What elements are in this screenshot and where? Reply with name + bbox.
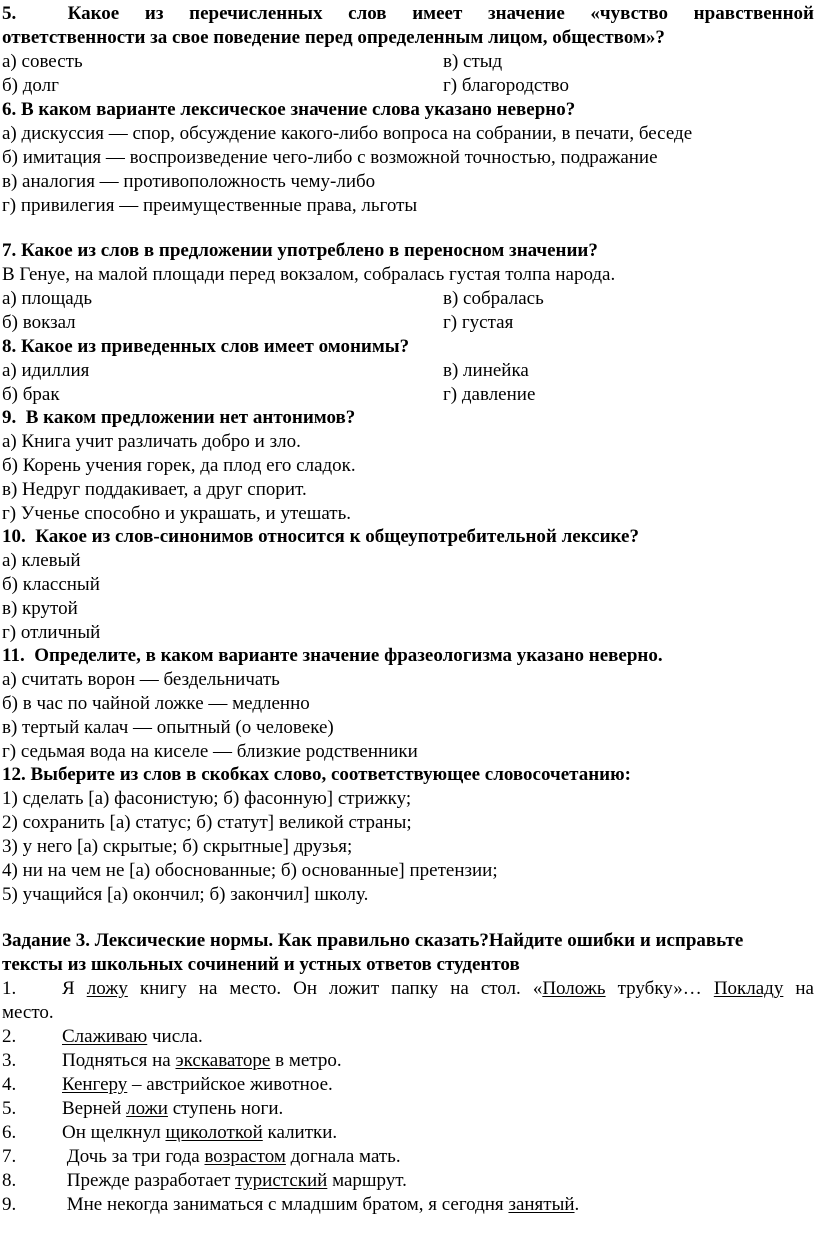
- q8-option-a: а) идиллия: [2, 360, 90, 381]
- q11-option-g: г) седьмая вода на киселе — близкие родственники: [2, 741, 418, 762]
- task3-item-3: 3. Подняться на экскаваторе в метро.: [2, 1050, 342, 1071]
- task3-item-9: 9. Мне некогда заниматься с младшим братом, я сегодня занятый.: [2, 1194, 580, 1215]
- q12-item-1: 1) сделать [а) фасонистую; б) фасонную] стрижку;: [2, 788, 412, 809]
- error-word: возрастом: [204, 1146, 286, 1167]
- q10-option-g: г) отличный: [2, 622, 101, 643]
- q5-title-line2: ответственности за свое поведение перед определенным лицом, обществом»?: [2, 27, 665, 48]
- q7-option-b: б) вокзал: [2, 312, 76, 333]
- task3-item-4: 4. Кенгеру – австрийское животное.: [2, 1074, 333, 1095]
- q7-option-v: в) собралась: [443, 288, 544, 309]
- q5-option-g: г) благородство: [443, 75, 569, 96]
- error-word: Слаживаю: [62, 1026, 148, 1047]
- q6-option-a: а) дискуссия — спор, обсуждение какого-либо вопроса на собрании, в печати, беседе: [2, 123, 693, 144]
- q10-option-b: б) классный: [2, 574, 100, 595]
- q10-option-a: а) клевый: [2, 550, 81, 571]
- task3-item-8: 8. Прежде разработает туристский маршрут.: [2, 1170, 407, 1191]
- task3-title-line1: Задание 3. Лексические нормы. Как правильно сказать?Найдите ошибки и исправьте: [2, 930, 744, 951]
- q5-option-a: а) совесть: [2, 51, 83, 72]
- error-word: ложу: [86, 978, 128, 999]
- q5-option-v: в) стыд: [443, 51, 503, 72]
- error-word: экскаваторе: [175, 1050, 271, 1071]
- task3-item-2: 2. Слаживаю числа.: [2, 1026, 203, 1047]
- task3-item-7: 7. Дочь за три года возрастом догнала мать.: [2, 1146, 401, 1167]
- q9-option-b: б) Корень учения горек, да плод его сладок.: [2, 455, 356, 476]
- error-word: Кенгеру: [62, 1074, 128, 1095]
- q9-option-v: в) Недруг поддакивает, а друг спорит.: [2, 479, 307, 500]
- task3-item-6: 6. Он щелкнул щиколоткой калитки.: [2, 1122, 338, 1143]
- q12-title: 12. Выберите из слов в скобках слово, соответствующее словосочетанию:: [2, 764, 631, 785]
- q12-item-4: 4) ни на чем не [а) обоснованные; б) основанные] претензии;: [2, 860, 498, 881]
- q10-option-v: в) крутой: [2, 598, 78, 619]
- error-word: Положь: [542, 978, 606, 999]
- q9-option-a: а) Книга учит различать добро и зло.: [2, 431, 301, 452]
- error-word: щиколоткой: [165, 1122, 263, 1143]
- q6-option-g: г) привилегия — преимущественные права, льготы: [2, 195, 418, 216]
- q6-option-b: б) имитация — воспроизведение чего-либо с возможной точностью, подражание: [2, 147, 658, 168]
- q11-option-b: б) в час по чайной ложке — медленно: [2, 693, 310, 714]
- q6-title: 6. В каком варианте лексическое значение слова указано неверно?: [2, 99, 576, 120]
- q7-sentence: В Генуе, на малой площади перед вокзалом, собралась густая толпа народа.: [2, 264, 616, 285]
- q8-title: 8. Какое из приведенных слов имеет омонимы?: [2, 336, 410, 357]
- task3-item-1: 1. Я ложу книгу на место. Он ложит папку на стол. «Положь трубку»… Покладу на: [2, 978, 814, 999]
- q11-option-a: а) считать ворон — бездельничать: [2, 669, 280, 690]
- task3-title-line2: тексты из школьных сочинений и устных ответов студентов: [2, 954, 520, 975]
- q9-option-g: г) Ученье способно и украшать, и утешать.: [2, 503, 351, 524]
- error-word: Покладу: [713, 978, 784, 999]
- task3-item-5: 5. Верней ложи ступень ноги.: [2, 1098, 284, 1119]
- q11-title: 11. Определите, в каком варианте значение фразеологизма указано неверно.: [2, 645, 663, 666]
- q5-title-line1: 5. Какое из перечисленных слов имеет значение «чувство нравственной: [2, 3, 814, 24]
- q6-option-v: в) аналогия — противоположность чему-либо: [2, 171, 376, 192]
- q12-item-2: 2) сохранить [а) статус; б) статут] великой страны;: [2, 812, 412, 833]
- q8-option-b: б) брак: [2, 384, 60, 405]
- error-word: туристский: [235, 1170, 328, 1191]
- task3-item-1-continuation: место.: [2, 1002, 54, 1023]
- q8-option-v: в) линейка: [443, 360, 529, 381]
- error-word: ложи: [126, 1098, 168, 1119]
- q11-option-v: в) тертый калач — опытный (о человеке): [2, 717, 334, 738]
- error-word: занятый: [508, 1194, 575, 1215]
- q7-option-a: а) площадь: [2, 288, 93, 309]
- q10-title: 10. Какое из слов-синонимов относится к общеупотребительной лексике?: [2, 526, 639, 547]
- q12-item-5: 5) учащийся [а) окончил; б) закончил] школу.: [2, 884, 369, 905]
- q7-option-g: г) густая: [443, 312, 514, 333]
- q12-item-3: 3) у него [а) скрытые; б) скрытные] друзья;: [2, 836, 353, 857]
- q9-title: 9. В каком предложении нет антонимов?: [2, 407, 356, 428]
- q8-option-g: г) давление: [443, 384, 536, 405]
- q7-title: 7. Какое из слов в предложении употреблено в переносном значении?: [2, 240, 598, 261]
- q5-option-b: б) долг: [2, 75, 59, 96]
